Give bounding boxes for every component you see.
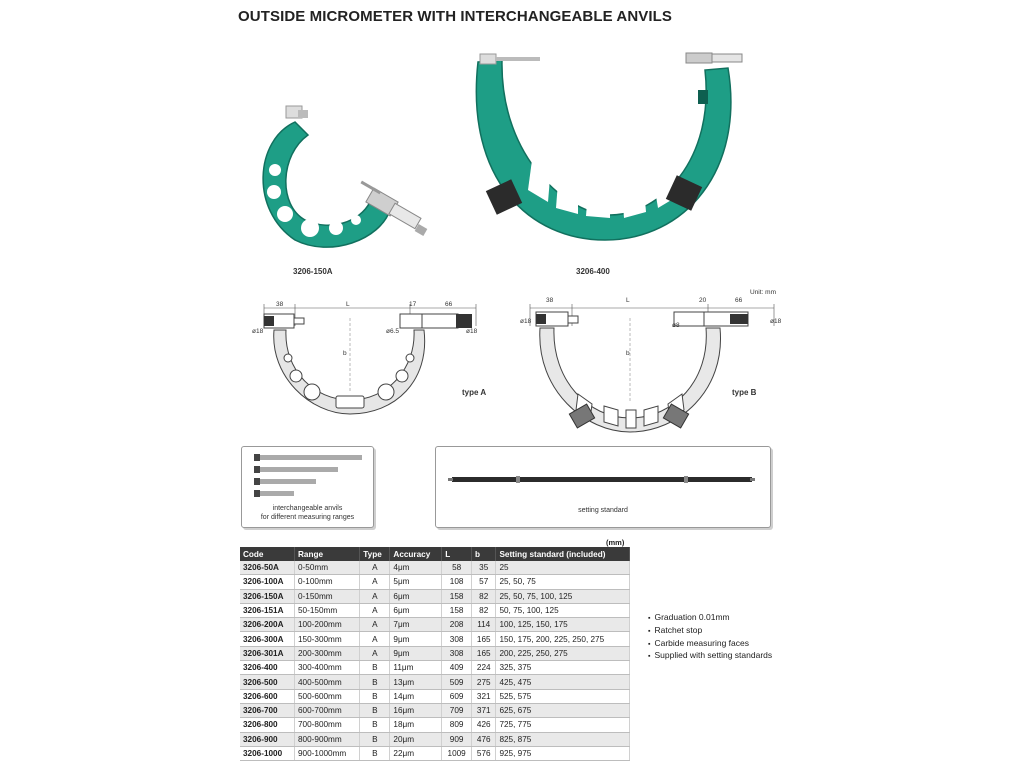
cell-b: 82 bbox=[472, 589, 496, 603]
setting-standard-panel bbox=[435, 446, 771, 528]
cell-accuracy: 9μm bbox=[390, 632, 442, 646]
micrometer-150a-photo bbox=[250, 100, 435, 260]
cell-type: B bbox=[360, 732, 390, 746]
type-b-dim-phi8: ø8 bbox=[672, 322, 680, 329]
cell-accuracy: 11μm bbox=[390, 661, 442, 675]
type-a-dim-right: 66 bbox=[445, 301, 453, 308]
setting-standard-illustration bbox=[436, 465, 770, 505]
cell-type: A bbox=[360, 575, 390, 589]
type-a-dim-b: b bbox=[343, 350, 347, 357]
cell-b: 321 bbox=[472, 689, 496, 703]
cell-code: 3206-200A bbox=[240, 618, 295, 632]
cell-accuracy: 20μm bbox=[390, 732, 442, 746]
cell-code: 3206-1000 bbox=[240, 746, 295, 760]
cell-type: A bbox=[360, 561, 390, 575]
cell-setting-standard: 825, 875 bbox=[496, 732, 630, 746]
type-b-dim-phi18-right: ø18 bbox=[770, 318, 782, 325]
cell-b: 426 bbox=[472, 718, 496, 732]
table-row bbox=[240, 575, 630, 589]
cell-l: 609 bbox=[442, 689, 472, 703]
cell-code: 3206-151A bbox=[240, 603, 295, 617]
cell-l: 208 bbox=[442, 618, 472, 632]
features-list bbox=[648, 612, 772, 663]
cell-b: 57 bbox=[472, 575, 496, 589]
cell-code: 3206-900 bbox=[240, 732, 295, 746]
cell-setting-standard: 525, 575 bbox=[496, 689, 630, 703]
cell-range: 900-1000mm bbox=[295, 746, 360, 760]
type-b-dim-l: L bbox=[626, 297, 630, 304]
cell-type: B bbox=[360, 703, 390, 717]
type-b-drawing bbox=[516, 296, 786, 436]
page-title: OUTSIDE MICROMETER WITH INTERCHANGEABLE ANVILS bbox=[238, 8, 673, 25]
anvils-caption-1: interchangeable anvils bbox=[272, 505, 343, 512]
cell-b: 224 bbox=[472, 661, 496, 675]
cell-range: 100-200mm bbox=[295, 618, 360, 632]
cell-b: 576 bbox=[472, 746, 496, 760]
cell-setting-standard: 25 bbox=[496, 561, 630, 575]
cell-accuracy: 16μm bbox=[390, 703, 442, 717]
cell-code: 3206-800 bbox=[240, 718, 295, 732]
large-photo-label: 3206-400 bbox=[576, 267, 610, 276]
cell-l: 158 bbox=[442, 589, 472, 603]
cell-code: 3206-150A bbox=[240, 589, 295, 603]
cell-b: 275 bbox=[472, 675, 496, 689]
cell-l: 409 bbox=[442, 661, 472, 675]
cell-code: 3206-600 bbox=[240, 689, 295, 703]
cell-setting-standard: 100, 125, 150, 175 bbox=[496, 618, 630, 632]
feature-item: ▪ Supplied with setting standards bbox=[648, 650, 772, 663]
type-b-dim-mid: 20 bbox=[699, 297, 707, 304]
cell-range: 0-150mm bbox=[295, 589, 360, 603]
type-a-dim-left: 38 bbox=[276, 301, 284, 308]
type-a-dim-l: L bbox=[346, 301, 350, 308]
cell-code: 3206-700 bbox=[240, 703, 295, 717]
cell-setting-standard: 425, 475 bbox=[496, 675, 630, 689]
cell-type: A bbox=[360, 603, 390, 617]
cell-accuracy: 6μm bbox=[390, 603, 442, 617]
cell-type: A bbox=[360, 632, 390, 646]
table-row bbox=[240, 703, 630, 717]
cell-accuracy: 9μm bbox=[390, 646, 442, 660]
cell-setting-standard: 50, 75, 100, 125 bbox=[496, 603, 630, 617]
cell-l: 158 bbox=[442, 603, 472, 617]
cell-l: 308 bbox=[442, 646, 472, 660]
cell-b: 82 bbox=[472, 603, 496, 617]
cell-type: A bbox=[360, 646, 390, 660]
table-row bbox=[240, 718, 630, 732]
table-row bbox=[240, 689, 630, 703]
col-code: Code bbox=[240, 547, 295, 561]
cell-type: A bbox=[360, 589, 390, 603]
cell-setting-standard: 625, 675 bbox=[496, 703, 630, 717]
type-b-dim-b: b bbox=[626, 350, 630, 357]
table-row bbox=[240, 561, 630, 575]
feature-item: ▪ Carbide measuring faces bbox=[648, 638, 772, 651]
cell-b: 35 bbox=[472, 561, 496, 575]
col-range: Range bbox=[295, 547, 360, 561]
feature-item: ▪ Ratchet stop bbox=[648, 625, 772, 638]
cell-code: 3206-400 bbox=[240, 661, 295, 675]
cell-range: 500-600mm bbox=[295, 689, 360, 703]
cell-range: 300-400mm bbox=[295, 661, 360, 675]
cell-range: 200-300mm bbox=[295, 646, 360, 660]
cell-accuracy: 4μm bbox=[390, 561, 442, 575]
cell-range: 700-800mm bbox=[295, 718, 360, 732]
cell-type: B bbox=[360, 689, 390, 703]
cell-b: 165 bbox=[472, 646, 496, 660]
cell-type: B bbox=[360, 661, 390, 675]
table-row bbox=[240, 632, 630, 646]
table-unit: (mm) bbox=[606, 538, 625, 547]
col-accuracy: Accuracy bbox=[390, 547, 442, 561]
anvils-panel bbox=[241, 446, 374, 528]
cell-b: 371 bbox=[472, 703, 496, 717]
spec-table bbox=[240, 547, 630, 761]
col-setting-standard: Setting standard (included) bbox=[496, 547, 630, 561]
micrometer-400-photo bbox=[460, 50, 750, 250]
type-a-drawing bbox=[250, 296, 490, 426]
anvils-caption-2: for different measuring ranges bbox=[260, 513, 355, 521]
cell-code: 3206-100A bbox=[240, 575, 295, 589]
col-b: b bbox=[472, 547, 496, 561]
table-row bbox=[240, 603, 630, 617]
cell-setting-standard: 325, 375 bbox=[496, 661, 630, 675]
anvils-illustration bbox=[242, 447, 373, 502]
cell-range: 0-50mm bbox=[295, 561, 360, 575]
type-b-label: type B bbox=[732, 388, 757, 397]
col-type: Type bbox=[360, 547, 390, 561]
type-a-dim-phi65: ø6.5 bbox=[386, 328, 400, 335]
col-l: L bbox=[442, 547, 472, 561]
cell-setting-standard: 725, 775 bbox=[496, 718, 630, 732]
cell-accuracy: 6μm bbox=[390, 589, 442, 603]
cell-l: 308 bbox=[442, 632, 472, 646]
cell-l: 1009 bbox=[442, 746, 472, 760]
cell-range: 0-100mm bbox=[295, 575, 360, 589]
type-a-dim-phi18-right: ø18 bbox=[466, 328, 478, 335]
type-b-dim-left: 38 bbox=[546, 297, 554, 304]
cell-code: 3206-301A bbox=[240, 646, 295, 660]
cell-l: 108 bbox=[442, 575, 472, 589]
table-row bbox=[240, 732, 630, 746]
cell-type: A bbox=[360, 618, 390, 632]
table-row bbox=[240, 661, 630, 675]
cell-setting-standard: 25, 50, 75, 100, 125 bbox=[496, 589, 630, 603]
cell-l: 809 bbox=[442, 718, 472, 732]
cell-setting-standard: 200, 225, 250, 275 bbox=[496, 646, 630, 660]
cell-accuracy: 18μm bbox=[390, 718, 442, 732]
cell-setting-standard: 25, 50, 75 bbox=[496, 575, 630, 589]
type-a-label: type A bbox=[462, 388, 487, 397]
table-row bbox=[240, 646, 630, 660]
cell-range: 800-900mm bbox=[295, 732, 360, 746]
cell-range: 150-300mm bbox=[295, 632, 360, 646]
type-b-dim-right: 66 bbox=[735, 297, 743, 304]
cell-type: B bbox=[360, 746, 390, 760]
cell-accuracy: 14μm bbox=[390, 689, 442, 703]
cell-accuracy: 7μm bbox=[390, 618, 442, 632]
cell-type: B bbox=[360, 675, 390, 689]
table-row bbox=[240, 746, 630, 760]
cell-setting-standard: 925, 975 bbox=[496, 746, 630, 760]
cell-l: 709 bbox=[442, 703, 472, 717]
cell-accuracy: 22μm bbox=[390, 746, 442, 760]
table-row bbox=[240, 589, 630, 603]
table-row bbox=[240, 675, 630, 689]
cell-b: 114 bbox=[472, 618, 496, 632]
cell-type: B bbox=[360, 718, 390, 732]
cell-l: 58 bbox=[442, 561, 472, 575]
small-photo-label: 3206-150A bbox=[293, 267, 333, 276]
type-b-dim-phi18-left: ø18 bbox=[520, 318, 532, 325]
cell-code: 3206-500 bbox=[240, 675, 295, 689]
cell-accuracy: 13μm bbox=[390, 675, 442, 689]
cell-b: 165 bbox=[472, 632, 496, 646]
cell-range: 600-700mm bbox=[295, 703, 360, 717]
cell-b: 476 bbox=[472, 732, 496, 746]
unit-label: Unit: mm bbox=[750, 289, 776, 296]
cell-accuracy: 5μm bbox=[390, 575, 442, 589]
cell-l: 909 bbox=[442, 732, 472, 746]
cell-range: 400-500mm bbox=[295, 675, 360, 689]
cell-l: 509 bbox=[442, 675, 472, 689]
cell-code: 3206-50A bbox=[240, 561, 295, 575]
setting-standard-caption: setting standard bbox=[578, 507, 628, 514]
table-row bbox=[240, 618, 630, 632]
type-a-dim-phi18-left: ø18 bbox=[252, 328, 264, 335]
cell-code: 3206-300A bbox=[240, 632, 295, 646]
feature-item: ▪ Graduation 0.01mm bbox=[648, 612, 772, 625]
cell-range: 50-150mm bbox=[295, 603, 360, 617]
type-a-dim-mid: 17 bbox=[409, 301, 417, 308]
table-header-row bbox=[240, 547, 630, 561]
cell-setting-standard: 150, 175, 200, 225, 250, 275 bbox=[496, 632, 630, 646]
